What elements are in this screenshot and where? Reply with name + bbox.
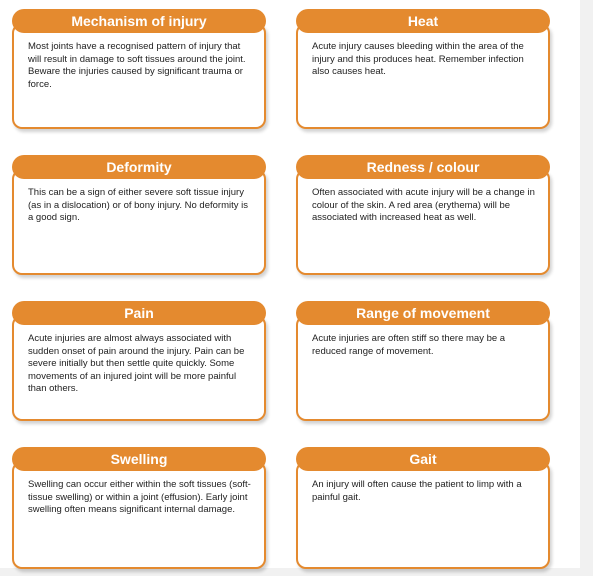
card-pain: [12, 301, 266, 394]
card-text: Often associated with acute injury will be a change in colour of the skin. A red area (erythema) will be associated with increased heat as well.: [296, 169, 550, 275]
card-range-of-movement: [296, 301, 550, 357]
card-deformity: [12, 155, 266, 223]
card-swelling: [12, 447, 266, 515]
card-title: Swelling: [12, 447, 266, 471]
card-text: This can be a sign of either severe soft tissue injury (as in a dislocation) or of bony injury. No deformity is a good sign.: [12, 169, 266, 275]
card-gait: [296, 447, 550, 503]
card-heat: [296, 9, 550, 77]
card-text: Acute injuries are almost always associated with sudden onset of pain around the injury. Pain can be severe initially but then settle quite quickly. Some movements of an injured joint will be more painful than others.: [12, 315, 266, 421]
card-text: Acute injuries are often stiff so there may be a reduced range of movement.: [296, 315, 550, 421]
card-text: An injury will often cause the patient to limp with a painful gait.: [296, 461, 550, 569]
card-title: Gait: [296, 447, 550, 471]
card-title: Mechanism of injury: [12, 9, 266, 33]
card-text: Swelling can occur either within the soft tissues (soft-tissue swelling) or within a joint (effusion). Early joint swelling often means significant internal damage.: [12, 461, 266, 569]
card-title: Pain: [12, 301, 266, 325]
card-title: Redness / colour: [296, 155, 550, 179]
card-mechanism-of-injury: [12, 9, 266, 90]
card-redness-colour: [296, 155, 550, 223]
card-text: Acute injury causes bleeding within the area of the injury and this produces heat. Remember infection also causes heat.: [296, 23, 550, 129]
card-title: Range of movement: [296, 301, 550, 325]
card-title: Heat: [296, 9, 550, 33]
card-text: Most joints have a recognised pattern of injury that will result in damage to soft tissues around the joint. Beware the injuries caused by significant trauma or force.: [12, 23, 266, 129]
card-title: Deformity: [12, 155, 266, 179]
